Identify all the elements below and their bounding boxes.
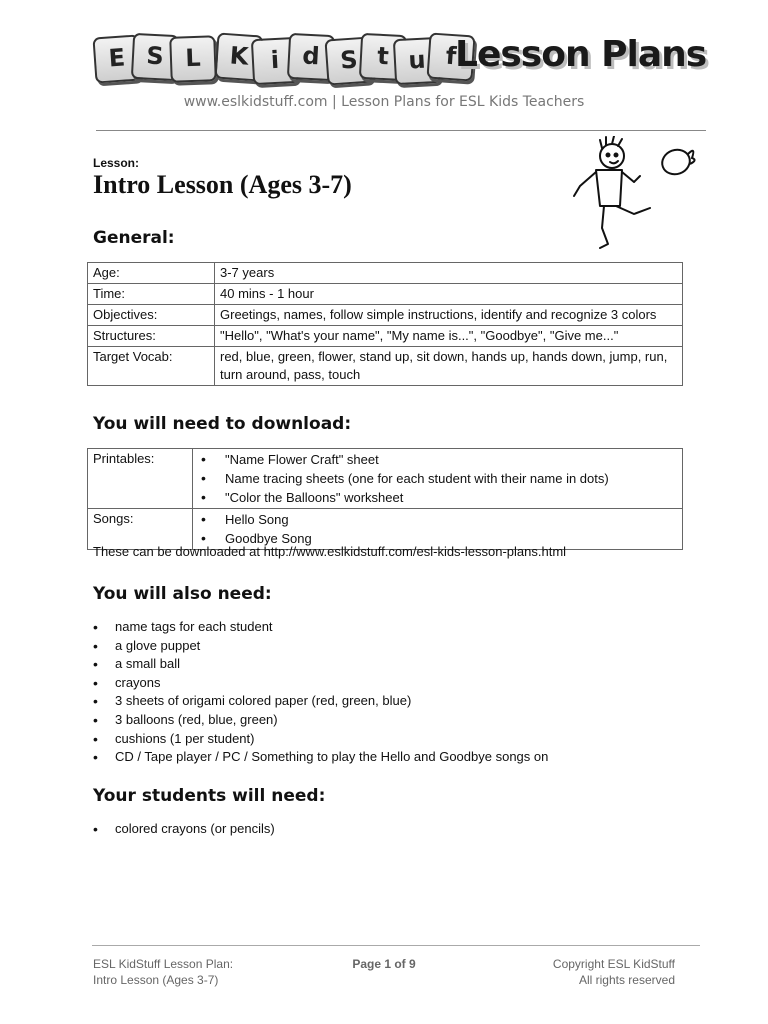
list-item: • 3 balloons (red, blue, green)	[93, 711, 548, 730]
row-key: Target Vocab:	[88, 347, 215, 386]
logo-tile: u	[393, 37, 441, 85]
general-heading: General:	[93, 228, 175, 248]
list-item: • 3 sheets of origami colored paper (red, green, blue)	[93, 692, 548, 711]
list-item: • "Name Flower Craft" sheet	[225, 450, 677, 469]
list-item: • a small ball	[93, 655, 548, 674]
list-item: • Hello Song	[225, 510, 677, 529]
footer-lesson-name: Intro Lesson (Ages 3-7)	[93, 973, 219, 987]
list-item: • crayons	[93, 674, 548, 693]
page-number: Page 1 of 9	[352, 957, 416, 971]
footer-lesson-plan-label: ESL KidStuff Lesson Plan:	[93, 957, 234, 971]
also-need-heading: You will also need:	[93, 584, 272, 604]
general-info-table	[87, 262, 683, 386]
list-item: • "Color the Balloons" worksheet	[225, 488, 677, 507]
lesson-title: Intro Lesson (Ages 3-7)	[93, 170, 352, 199]
table-row	[88, 284, 683, 305]
table-row	[88, 263, 683, 284]
footer-divider	[92, 945, 700, 946]
logo-tile: S	[324, 36, 373, 85]
row-key: Time:	[88, 284, 215, 305]
list-item: • a glove puppet	[93, 637, 548, 656]
logo-tile: f	[426, 32, 475, 81]
table-row	[88, 305, 683, 326]
row-value: "Hello", "What's your name", "My name is...", "Goodbye", "Give me..."	[215, 326, 683, 347]
row-key: Objectives:	[88, 305, 215, 326]
logo-tile: d	[287, 33, 335, 81]
table-row	[88, 326, 683, 347]
row-key: Age:	[88, 263, 215, 284]
songs-label: Songs:	[88, 509, 193, 550]
table-row	[88, 347, 683, 386]
logo-tile: t	[359, 33, 407, 81]
logo-tile: i	[251, 37, 299, 85]
row-value: 40 mins - 1 hour	[215, 284, 683, 305]
songs-list	[198, 510, 677, 548]
row-value: 3-7 years	[215, 263, 683, 284]
footer-copyright: Copyright ESL KidStuff	[552, 957, 675, 971]
list-item: • Name tracing sheets (one for each student with their name in dots)	[225, 469, 677, 488]
printables-label: Printables:	[88, 449, 193, 509]
site-subtitle: www.eslkidstuff.com | Lesson Plans for ESL Kids Teachers	[183, 94, 585, 110]
printables-list	[198, 450, 677, 507]
students-need-heading: Your students will need:	[93, 786, 326, 806]
row-value: red, blue, green, flower, stand up, sit down, hands up, hands down, jump, run, turn around, pass, touch	[215, 347, 683, 386]
logo-tile: K	[214, 32, 263, 81]
logo-tile: E	[92, 34, 141, 83]
lesson-label: Lesson:	[93, 156, 140, 170]
download-heading: You will need to download:	[93, 414, 352, 434]
logo-tile: S	[131, 33, 179, 81]
list-item: • colored crayons (or pencils)	[93, 820, 275, 839]
list-item: • CD / Tape player / PC / Something to play the Hello and Goodbye songs on	[93, 748, 548, 767]
row-value: Greetings, names, follow simple instructions, identify and recognize 3 colors	[215, 305, 683, 326]
download-table	[87, 448, 683, 550]
header-divider	[96, 130, 706, 131]
list-item: • Goodbye Song	[225, 529, 677, 548]
students-need-list	[93, 820, 275, 839]
list-item: • cushions (1 per student)	[93, 730, 548, 749]
also-need-list	[93, 618, 548, 767]
table-row	[88, 449, 683, 509]
row-key: Structures:	[88, 326, 215, 347]
footer-right	[553, 956, 675, 988]
logo-tile: L	[169, 35, 217, 83]
lesson-plans-title: Lesson Plans	[455, 34, 707, 75]
footer-rights: All rights reserved	[578, 973, 675, 987]
list-item: • name tags for each student	[93, 618, 548, 637]
kid-kicking-ball-illustration	[564, 136, 704, 252]
download-note: These can be downloaded at http://www.eslkidstuff.com/esl-kids-lesson-plans.html	[93, 544, 567, 559]
